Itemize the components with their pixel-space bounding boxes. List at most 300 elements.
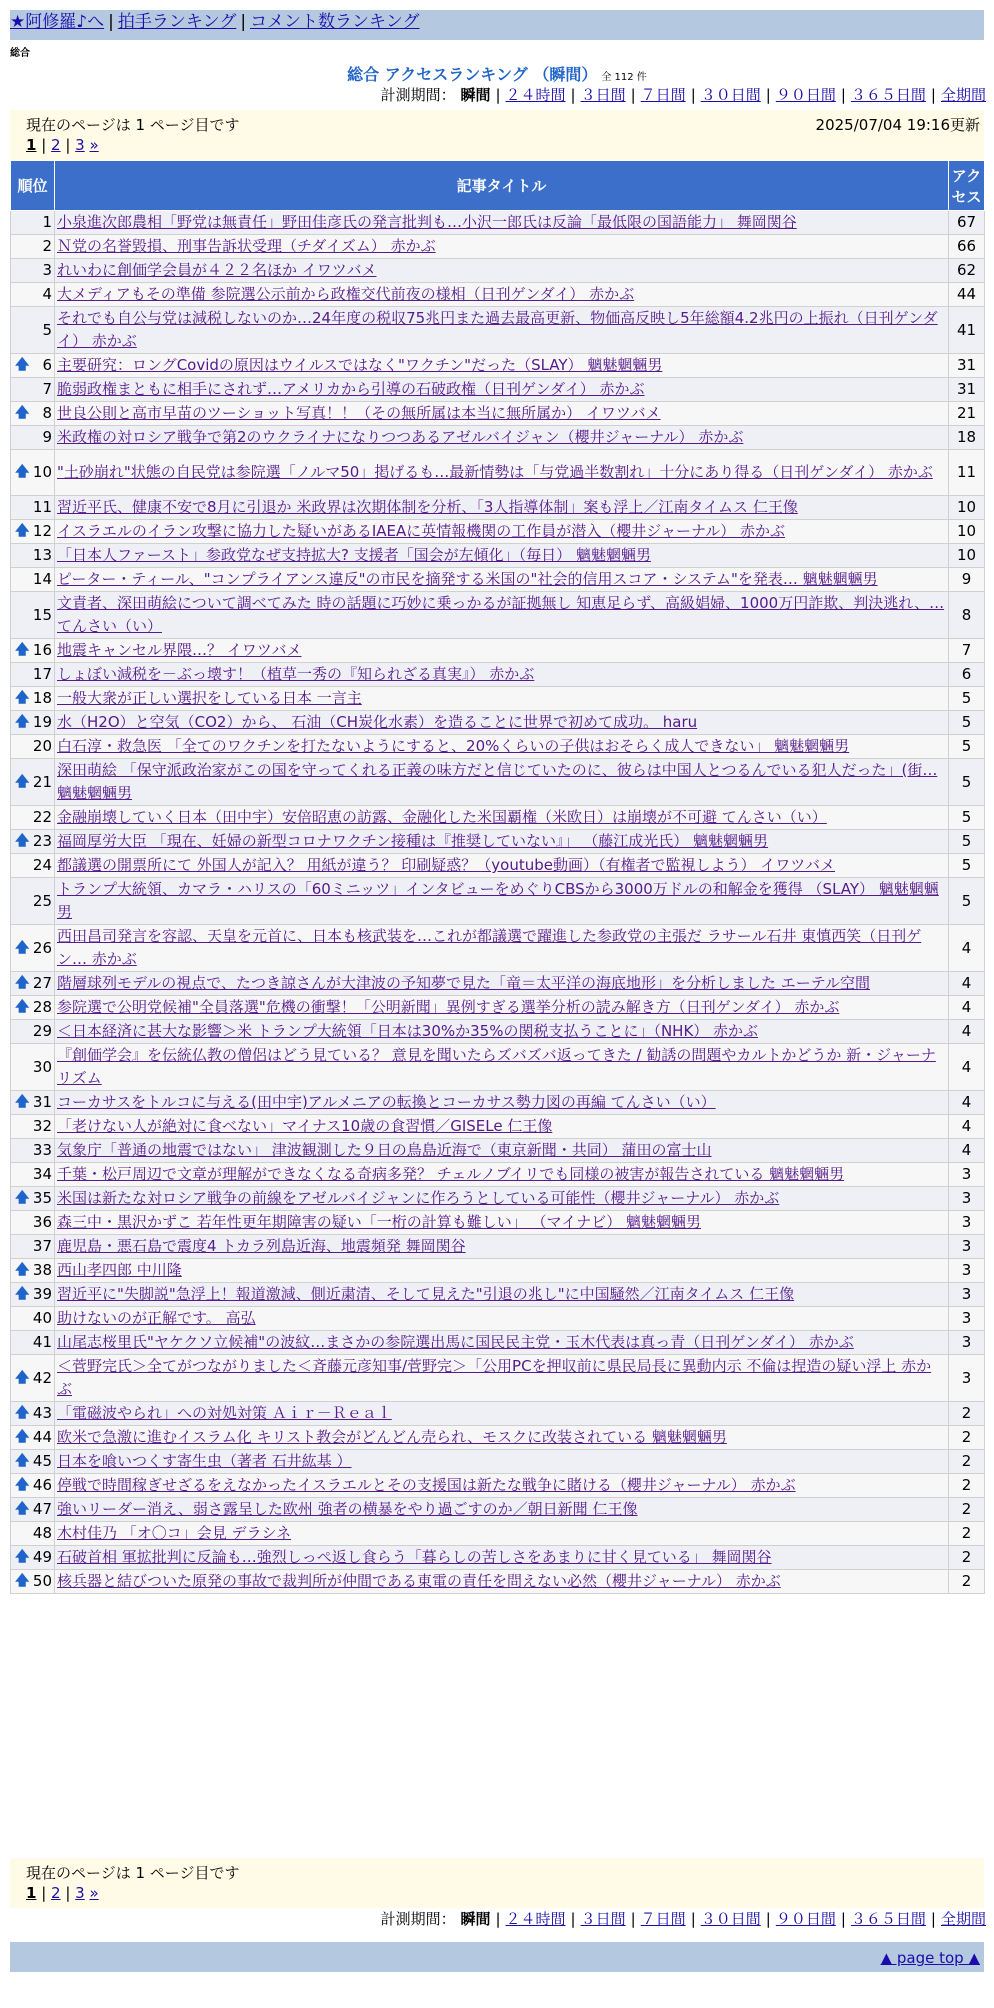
article-link[interactable]: 小泉進次郎農相「野党は無責任」野田佳彦氏の発言批判も…小沢一郎氏は反論「最低限の国語能力」 舞岡関谷 — [57, 213, 797, 231]
table-row — [11, 259, 985, 283]
article-link[interactable]: イスラエルのイラン攻撃に協力した疑いがあるIAEAに英情報機関の工作員が潜入（櫻井ジャーナル） 赤かぶ — [57, 522, 785, 540]
article-link[interactable]: "土砂崩れ"状態の自民党は参院選「ノルマ50」掲げるも…最新情勢は「与党過半数割れ」十分にあり得る（日刊ゲンダイ） 赤かぶ — [57, 463, 933, 481]
table-row — [11, 972, 985, 996]
rank-cell — [11, 568, 55, 592]
rank-number: 30 — [32, 1057, 52, 1076]
title-cell — [55, 1163, 949, 1187]
link-asyura-home[interactable]: ★阿修羅♪へ — [10, 12, 105, 32]
table-row — [11, 1283, 985, 1307]
table-row — [11, 1091, 985, 1115]
rank-up-arrow-icon: 🡅 — [15, 714, 30, 730]
access-count: 8 — [949, 592, 985, 639]
title-cell — [55, 759, 949, 806]
page-link-2-bottom[interactable]: 2 — [51, 1884, 61, 1902]
rank-number: 45 — [32, 1452, 52, 1470]
table-row — [11, 1235, 985, 1259]
article-link[interactable]: 習近平に"失脚説"急浮上！報道激減、側近粛清、そして見えた"引退の兆し"に中国騒然／江南タイムス 仁王像 — [57, 1285, 795, 1303]
table-row — [11, 1450, 985, 1474]
rank-number: 25 — [32, 891, 52, 910]
rank-cell — [11, 283, 55, 307]
rank-number: 16 — [32, 641, 52, 659]
rank-number: 48 — [32, 1524, 52, 1542]
table-row — [11, 878, 985, 925]
rank-cell — [11, 1402, 55, 1426]
access-count: 5 — [949, 854, 985, 878]
period-7d[interactable]: ７日間 — [640, 86, 686, 104]
article-link[interactable]: 山尾志桜里氏"ヤケクソ立候補"の波紋…まさかの参院選出馬に国民民主党・玉木代表は真っ青（日刊ゲンダイ） 赤かぶ — [57, 1333, 854, 1351]
access-count: 10 — [949, 544, 985, 568]
article-link[interactable]: 米政権の対ロシア戦争で第2のウクライナになりつつあるアゼルバイジャン（櫻井ジャーナル） 赤かぶ — [57, 428, 744, 446]
rank-up-arrow-icon: 🡅 — [15, 1190, 30, 1206]
period-30d-bottom[interactable]: ３０日間 — [700, 1910, 761, 1928]
header-rank: 順位 — [11, 161, 55, 211]
rank-cell — [11, 759, 55, 806]
access-count: 5 — [949, 878, 985, 925]
rank-cell — [11, 1498, 55, 1522]
rank-number: 42 — [32, 1368, 52, 1387]
rank-up-arrow-icon: 🡅 — [15, 1453, 30, 1469]
title-cell — [55, 235, 949, 259]
article-link[interactable]: 金融崩壊していく日本（田中宇）安倍昭恵の訪露、金融化した米国覇権（米欧日）は崩壊が不可避 てんさい（い） — [57, 808, 827, 826]
access-count: 5 — [949, 687, 985, 711]
period-all[interactable]: 全期間 — [940, 86, 986, 104]
rank-up-arrow-icon: 🡅 — [15, 405, 30, 421]
access-count: 4 — [949, 972, 985, 996]
page-next-bottom[interactable]: » — [89, 1884, 99, 1902]
period-24h[interactable]: ２４時間 — [505, 86, 566, 104]
table-row — [11, 925, 985, 972]
access-count: 2 — [949, 1426, 985, 1450]
period-selector-top: 計測期間： 瞬間 | ２４時間 | ３日間 | ７日間 | ３０日間 | ９０日間 | ３６５日間 | 全期間 — [380, 86, 986, 104]
title-cell — [55, 1474, 949, 1498]
access-count: 21 — [949, 402, 985, 426]
access-count: 18 — [949, 426, 985, 450]
period-365d-bottom[interactable]: ３６５日間 — [850, 1910, 926, 1928]
article-link[interactable]: それでも自公与党は減税しないのか…24年度の税収75兆円また過去最高更新、物価高反映し5年総額4.2兆円の上振れ（日刊ゲンダイ） 赤かぶ — [57, 309, 938, 350]
bottom-bar — [10, 1942, 984, 1972]
article-link[interactable]: ピーター・ティール、"コンプライアンス違反"の市民を摘発する米国の"社会的信用スコア・システム"を発表… 魑魅魍魎男 — [57, 570, 878, 588]
title-cell — [55, 283, 949, 307]
category-tag: 総合 — [10, 48, 30, 59]
article-link[interactable]: 階層球列モデルの視点で、たつき諒さんが大津波の予知夢で見た「竜＝太平洋の海底地形」を分析しました エーテル空間 — [57, 974, 870, 992]
table-row — [11, 1044, 985, 1091]
rank-number: 50 — [32, 1572, 52, 1590]
page-link-3[interactable]: 3 — [75, 136, 85, 154]
access-count: 4 — [949, 925, 985, 972]
rank-up-arrow-icon: 🡅 — [15, 773, 30, 790]
rank-cell — [11, 1163, 55, 1187]
title-cell — [55, 830, 949, 854]
rank-number: 4 — [42, 285, 52, 303]
rank-cell — [11, 996, 55, 1020]
title-cell — [55, 450, 949, 496]
rank-cell — [11, 496, 55, 520]
rank-number: 3 — [42, 261, 52, 279]
article-link[interactable]: 森三中・黒沢かずこ 若年性更年期障害の疑い「一桁の計算も難しい」 （マイナビ） 魑魅魍魎男 — [57, 1213, 702, 1231]
rank-number: 5 — [42, 320, 52, 339]
access-count: 4 — [949, 1139, 985, 1163]
article-link[interactable]: 木村佳乃 「オ〇コ」会見 デラシネ — [57, 1524, 292, 1542]
access-count: 2 — [949, 1450, 985, 1474]
table-row — [11, 639, 985, 663]
article-link[interactable]: 「老けない人が絶対に食べない」マイナス10歳の食習慣／GISELe 仁王像 — [57, 1117, 553, 1135]
title-cell — [55, 735, 949, 759]
table-row — [11, 1020, 985, 1044]
article-link[interactable]: コーカサスをトルコに与える(田中宇)アルメニアの転換とコーカサス勢力図の再編 てんさい（い） — [57, 1093, 716, 1111]
table-row — [11, 1139, 985, 1163]
period-365d[interactable]: ３６５日間 — [850, 86, 926, 104]
access-count: 4 — [949, 1115, 985, 1139]
rank-number: 7 — [42, 380, 52, 398]
table-row — [11, 354, 985, 378]
rank-up-arrow-icon: 🡅 — [15, 1477, 30, 1493]
page-current: 1 — [26, 136, 37, 154]
title-cell — [55, 1355, 949, 1402]
rank-cell — [11, 1450, 55, 1474]
rank-up-arrow-icon: 🡅 — [15, 1262, 30, 1278]
access-count: 4 — [949, 996, 985, 1020]
period-30d[interactable]: ３０日間 — [700, 86, 761, 104]
article-link[interactable]: 『創価学会』を伝統仏教の僧侶はどう見ている？ 意見を聞いたらズバズバ返ってきた / 勧誘の問題やカルトかどうか 新・ジャーナリズム — [57, 1046, 936, 1087]
rank-number: 28 — [32, 998, 52, 1016]
pagination-bottom: 1 | 2 | 3 » — [26, 1884, 99, 1902]
access-count: 66 — [949, 235, 985, 259]
access-count: 67 — [949, 211, 985, 235]
article-link[interactable]: トランプ大統領、カマラ・ハリスの「60ミニッツ」インタビューをめぐりCBSから3000万ドルの和解金を獲得 （SLAY） 魑魅魍魎男 — [57, 880, 939, 921]
table-row — [11, 426, 985, 450]
rank-number: 2 — [42, 237, 52, 255]
access-count: 2 — [949, 1570, 985, 1594]
access-count: 10 — [949, 520, 985, 544]
table-row — [11, 1498, 985, 1522]
title-cell — [55, 687, 949, 711]
access-count: 5 — [949, 830, 985, 854]
title-cell — [55, 1426, 949, 1450]
table-row — [11, 496, 985, 520]
rank-cell — [11, 426, 55, 450]
period-current-bottom: 瞬間 — [460, 1910, 491, 1928]
rank-cell — [11, 544, 55, 568]
article-link[interactable]: れいわに創価学会員が４２２名ほか イワツバメ — [57, 261, 377, 279]
rank-number: 10 — [32, 463, 52, 481]
access-count: 2 — [949, 1498, 985, 1522]
rank-cell — [11, 1139, 55, 1163]
title-cell — [55, 1044, 949, 1091]
rank-cell — [11, 1235, 55, 1259]
article-link[interactable]: 日本を喰いつくす寄生虫（著者 石井紘基 ） — [57, 1452, 352, 1470]
table-row — [11, 568, 985, 592]
page-title — [0, 62, 994, 85]
title-cell — [55, 878, 949, 925]
title-cell — [55, 520, 949, 544]
rank-number: 13 — [32, 546, 52, 564]
table-row — [11, 378, 985, 402]
article-link[interactable]: 参院選で公明党候補"全員落選"危機の衝撃！「公明新聞」異例すぎる選挙分析の読み解き方（日刊ゲンダイ） 赤かぶ — [57, 998, 840, 1016]
table-row — [11, 1115, 985, 1139]
period-3d[interactable]: ３日間 — [580, 86, 626, 104]
title-cell — [55, 1020, 949, 1044]
title-cell — [55, 1187, 949, 1211]
page-next[interactable]: » — [89, 136, 99, 154]
header-title: 記事タイトル — [55, 161, 949, 211]
rank-cell — [11, 1044, 55, 1091]
rank-cell — [11, 711, 55, 735]
pager-top — [10, 110, 984, 160]
rank-up-arrow-icon: 🡅 — [15, 1429, 30, 1445]
table-row — [11, 307, 985, 354]
page-top-link[interactable]: ▲ page top ▲ — [880, 1949, 980, 1967]
table-row — [11, 830, 985, 854]
article-link[interactable]: ＜菅野完氏＞全てがつながりました＜斉藤元彦知事/菅野完＞「公用PCを押収前に県民局長に異動内示 不倫は捏造の疑い浮上 赤かぶ — [57, 1357, 932, 1398]
article-link[interactable]: 核兵器と結びついた原発の事故で裁判所が仲間である東電の責任を問えない必然（櫻井ジャーナル） 赤かぶ — [57, 1572, 781, 1590]
table-row — [11, 1307, 985, 1331]
rank-number: 15 — [32, 605, 52, 624]
rank-number: 11 — [32, 498, 52, 516]
rank-cell — [11, 925, 55, 972]
rank-cell — [11, 592, 55, 639]
updated-timestamp: 2025/07/04 19:16更新 — [815, 116, 980, 134]
access-count: 2 — [949, 1546, 985, 1570]
table-row — [11, 520, 985, 544]
rank-number: 1 — [42, 213, 52, 231]
rank-number: 41 — [32, 1333, 52, 1351]
rank-cell — [11, 259, 55, 283]
article-link[interactable]: 鹿児島・悪石島で震度4 トカラ列島近海、地震頻発 舞岡関谷 — [57, 1237, 466, 1255]
rank-cell — [11, 354, 55, 378]
access-count: 5 — [949, 735, 985, 759]
article-link[interactable]: 脆弱政権まともに相手にされず…アメリカから引導の石破政権（日刊ゲンダイ） 赤かぶ — [57, 380, 645, 398]
access-count: 41 — [949, 307, 985, 354]
rank-cell — [11, 450, 55, 496]
table-row — [11, 854, 985, 878]
title-cell — [55, 1211, 949, 1235]
article-link[interactable]: しょぼい減税を－ぶっ壊す！（植草一秀の『知られざる真実』） 赤かぶ — [57, 665, 535, 683]
rank-cell — [11, 1426, 55, 1450]
rank-cell — [11, 211, 55, 235]
rank-number: 44 — [32, 1428, 52, 1446]
rank-number: 21 — [32, 772, 52, 791]
title-cell — [55, 307, 949, 354]
rank-cell — [11, 735, 55, 759]
rank-up-arrow-icon: 🡅 — [15, 464, 30, 480]
rank-up-arrow-icon: 🡅 — [15, 1501, 30, 1517]
rank-cell — [11, 1522, 55, 1546]
top-nav-links: ★阿修羅♪へ | 拍手ランキング | コメント数ランキング — [10, 12, 420, 32]
rank-number: 33 — [32, 1141, 52, 1159]
period-all-bottom[interactable]: 全期間 — [940, 1910, 986, 1928]
item-count: 全 112 件 — [601, 72, 647, 83]
article-link[interactable]: 強いリーダー消え、弱さ露呈した欧州 強者の横暴をやり過ごすのか／朝日新聞 仁王像 — [57, 1500, 638, 1518]
article-link[interactable]: 気象庁「普通の地震ではない」 津波観測した９日の鳥島近海で（東京新聞・共同） 蒲田の富士山 — [57, 1141, 712, 1159]
title-cell — [55, 1307, 949, 1331]
rank-number: 9 — [42, 428, 52, 446]
access-count: 4 — [949, 1091, 985, 1115]
table-header-row — [11, 161, 985, 211]
article-link[interactable]: 深田萌絵 「保守派政治家がこの国を守ってくれる正義の味方だと信じていたのに、彼らは中国人とつるんでいる犯人だった」(街… 魑魅魍魎男 — [57, 761, 938, 802]
access-count: 5 — [949, 806, 985, 830]
article-link[interactable]: 文責者、深田萌絵について調べてみた 時の話題に巧妙に乗っかるが証拠無し 知恵足らず、高級娼婦、1000万円詐欺、判決逃れ、… てんさい（い） — [57, 594, 945, 635]
rank-cell — [11, 1187, 55, 1211]
article-link[interactable]: 「電磁波やられ」への対処対策 Ａｉｒ－Ｒｅａｌ — [57, 1404, 392, 1422]
rank-cell — [11, 1259, 55, 1283]
access-count: 3 — [949, 1211, 985, 1235]
period-current: 瞬間 — [460, 86, 491, 104]
title-cell — [55, 259, 949, 283]
rank-number: 12 — [32, 522, 52, 540]
title-cell — [55, 1115, 949, 1139]
rank-cell — [11, 235, 55, 259]
rank-cell — [11, 520, 55, 544]
rank-number: 40 — [32, 1309, 52, 1327]
title-cell — [55, 1235, 949, 1259]
table-row — [11, 283, 985, 307]
rank-number: 43 — [32, 1404, 52, 1422]
access-count: 2 — [949, 1474, 985, 1498]
table-row — [11, 735, 985, 759]
rank-up-arrow-icon: 🡅 — [15, 1573, 30, 1589]
article-link[interactable]: 一般大衆が正しい選択をしている日本 一言主 — [57, 689, 362, 707]
table-row — [11, 450, 985, 496]
period-label-bottom: 計測期間： — [380, 1910, 456, 1928]
current-page-text: 現在のページは 1 ページ目です — [26, 116, 240, 134]
article-link[interactable]: 西田昌司発言を容認、天皇を元首に、日本も核武装を…これが都議選で躍進した参政党の主張だ ラサール石井 東慎西笑（日刊ゲン… 赤かぶ — [57, 927, 922, 968]
rank-number: 38 — [32, 1261, 52, 1279]
title-cell — [55, 639, 949, 663]
article-link[interactable]: ＜日本経済に甚大な影響＞米 トランプ大統領「日本は30%か35%の関税支払うことに」（NHK） 赤かぶ — [57, 1022, 759, 1040]
rank-up-arrow-icon: 🡅 — [15, 690, 30, 706]
rank-up-arrow-icon: 🡅 — [15, 523, 30, 539]
rank-number: 35 — [32, 1189, 52, 1207]
article-link[interactable]: 主要研究：ロングCovidの原因はウイルスではなく"ワクチン"だった（SLAY） 魑魅魍魎男 — [57, 356, 663, 374]
article-link[interactable]: Ｎ党の名誉毀損、刑事告訴状受理（チダイズム） 赤かぶ — [57, 237, 436, 255]
title-cell — [55, 211, 949, 235]
rank-cell — [11, 1570, 55, 1594]
article-link[interactable]: 福岡厚労大臣 「現在、妊婦の新型コロナワクチン接種は『推奨していない』」 （藤江成光氏） 魑魅魍魎男 — [57, 832, 769, 850]
title-cell — [55, 1546, 949, 1570]
rank-up-arrow-icon: 🡅 — [15, 939, 30, 956]
rank-number: 29 — [32, 1022, 52, 1040]
access-count: 3 — [949, 1235, 985, 1259]
table-row — [11, 211, 985, 235]
table-row — [11, 592, 985, 639]
period-7d-bottom[interactable]: ７日間 — [640, 1910, 686, 1928]
table-row — [11, 1474, 985, 1498]
page-link-3-bottom[interactable]: 3 — [75, 1884, 85, 1902]
rank-cell — [11, 307, 55, 354]
period-3d-bottom[interactable]: ３日間 — [580, 1910, 626, 1928]
title-cell — [55, 354, 949, 378]
article-link[interactable]: 欧米で急激に進むイスラム化 キリスト教会がどんどん売られ、モスクに改装されている 魑魅魍魎男 — [57, 1428, 727, 1446]
rank-number: 23 — [32, 832, 52, 850]
period-label: 計測期間： — [380, 86, 456, 104]
rank-cell — [11, 972, 55, 996]
rank-number: 32 — [32, 1117, 52, 1135]
rank-cell — [11, 1091, 55, 1115]
rank-cell — [11, 687, 55, 711]
table-row — [11, 759, 985, 806]
table-row — [11, 806, 985, 830]
period-90d[interactable]: ９０日間 — [775, 86, 836, 104]
access-count: 2 — [949, 1522, 985, 1546]
rank-cell — [11, 1283, 55, 1307]
pager-bottom — [10, 1858, 984, 1908]
title-cell — [55, 972, 949, 996]
title-cell — [55, 663, 949, 687]
rank-number: 20 — [32, 737, 52, 755]
article-link[interactable]: 千葉・松戸周辺で文章が理解ができなくなる奇病多発？ チェルノブイリでも同様の被害が報告されている 魑魅魍魎男 — [57, 1165, 845, 1183]
rank-cell — [11, 1307, 55, 1331]
rank-up-arrow-icon: 🡅 — [15, 1549, 30, 1565]
current-page-text-bottom: 現在のページは 1 ページ目です — [26, 1864, 240, 1882]
article-link[interactable]: 停戦で時間稼ぎせざるをえなかったイスラエルとその支援国は新たな戦争に賭ける（櫻井ジャーナル） 赤かぶ — [57, 1476, 796, 1494]
title-cell — [55, 568, 949, 592]
article-link[interactable]: 世良公則と高市早苗のツーショット写真！！（その無所属は本当に無所属か） イワツバメ — [57, 404, 661, 422]
rank-cell — [11, 854, 55, 878]
access-count: 3 — [949, 1355, 985, 1402]
table-row — [11, 711, 985, 735]
rank-number: 39 — [32, 1285, 52, 1303]
access-count: 11 — [949, 450, 985, 496]
page-link-2[interactable]: 2 — [51, 136, 61, 154]
period-24h-bottom[interactable]: ２４時間 — [505, 1910, 566, 1928]
header-access: アクセス — [949, 161, 985, 211]
access-count: 7 — [949, 639, 985, 663]
link-clap-ranking[interactable]: 拍手ランキング — [117, 12, 237, 32]
rank-cell — [11, 1331, 55, 1355]
access-count: 4 — [949, 1020, 985, 1044]
rank-up-arrow-icon: 🡅 — [15, 975, 30, 991]
article-link[interactable]: 白石淳・救急医 「全てのワクチンを打たないようにすると、20%くらいの子供はおそらく成人できない」 魑魅魍魎男 — [57, 737, 850, 755]
rank-number: 49 — [32, 1548, 52, 1566]
rank-cell — [11, 1355, 55, 1402]
access-count: 44 — [949, 283, 985, 307]
period-90d-bottom[interactable]: ９０日間 — [775, 1910, 836, 1928]
article-link[interactable]: 助けないのが正解です。 高弘 — [57, 1309, 256, 1327]
link-comment-ranking[interactable]: コメント数ランキング — [250, 12, 420, 32]
rank-cell — [11, 663, 55, 687]
article-link[interactable]: 西山孝四郎 中川隆 — [57, 1261, 182, 1279]
article-link[interactable]: 大メディアもその準備 参院選公示前から政権交代前夜の様相（日刊ゲンダイ） 赤かぶ — [57, 285, 635, 303]
title-cell — [55, 1402, 949, 1426]
pagination: 1 | 2 | 3 » — [26, 136, 99, 154]
title-cell — [55, 1283, 949, 1307]
article-link[interactable]: 石破首相 軍拡批判に反論も…強烈しっぺ返し食らう「暮らしの苦しさをあまりに甘く見ている」 舞岡関谷 — [57, 1548, 772, 1566]
access-count: 3 — [949, 1259, 985, 1283]
table-row — [11, 1546, 985, 1570]
article-link[interactable]: 都議選の開票所にて 外国人が記入？ 用紙が違う？ 印刷疑惑？（youtube動画）（有権者で監視しよう） イワツバメ — [57, 856, 835, 874]
title-cell — [55, 1450, 949, 1474]
title-cell — [55, 592, 949, 639]
article-link[interactable]: 米国は新たな対ロシア戦争の前線をアゼルバイジャンに作ろうとしている可能性（櫻井ジャーナル） 赤かぶ — [57, 1189, 780, 1207]
table-row — [11, 996, 985, 1020]
article-link[interactable]: 習近平氏、健康不安で8月に引退か 米政界は次期体制を分析、「3人指導体制」案も浮上／江南タイムス 仁王像 — [57, 498, 798, 516]
rank-number: 8 — [42, 404, 52, 422]
title-cell — [55, 496, 949, 520]
rank-number: 6 — [42, 356, 52, 374]
rank-up-arrow-icon: 🡅 — [15, 999, 30, 1015]
page-current-bottom: 1 — [26, 1884, 37, 1902]
rank-number: 36 — [32, 1213, 52, 1231]
rank-up-arrow-icon: 🡅 — [15, 833, 30, 849]
table-row — [11, 1522, 985, 1546]
article-link[interactable]: 地震キャンセル界隈…？ イワツバメ — [57, 641, 302, 659]
article-link[interactable]: 水（H2O）と空気（CO2）から、 石油（CH炭化水素）を造ることに世界で初めて成功。 haru — [57, 713, 698, 731]
table-row — [11, 663, 985, 687]
title-cell — [55, 806, 949, 830]
rank-number: 17 — [32, 665, 52, 683]
article-link[interactable]: 「日本人ファースト」参政党なぜ支持拡大? 支援者「国会が左傾化」（毎日） 魑魅魍魎男 — [57, 546, 651, 564]
rank-cell — [11, 402, 55, 426]
